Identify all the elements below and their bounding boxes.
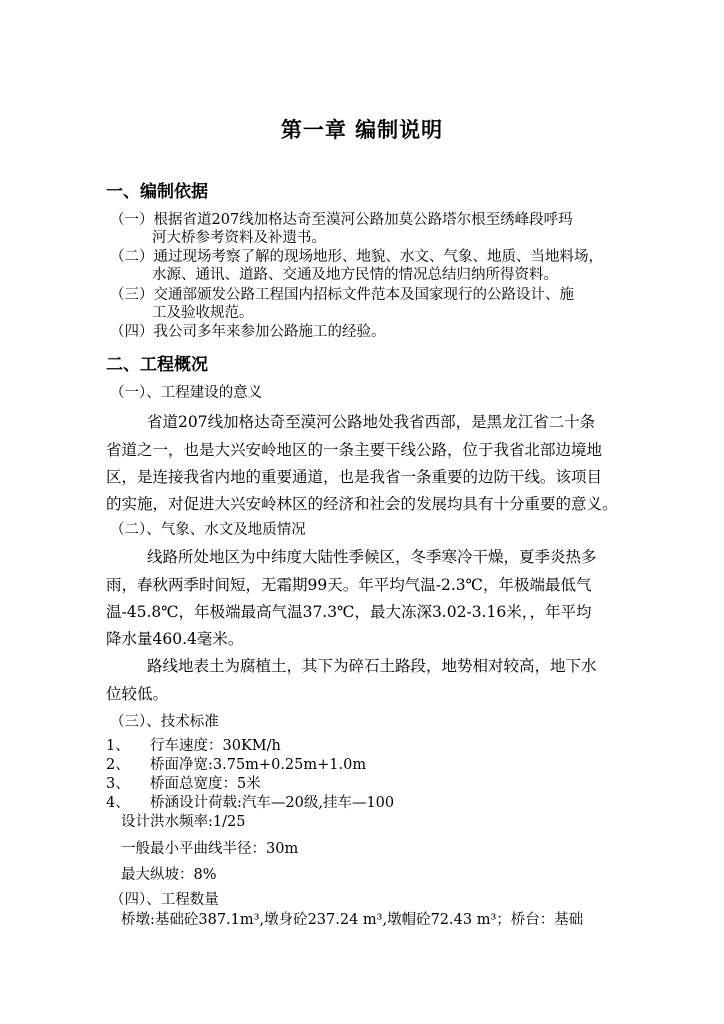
section-heading-basis: 一、编制依据 bbox=[106, 182, 208, 202]
chapter-title: 第一章 编制说明 bbox=[280, 118, 444, 142]
sub-heading-climate: （二）、气象、水文及地质情况 bbox=[110, 522, 306, 538]
standard-item-4-number: 4、 bbox=[106, 795, 130, 811]
standard-item-4 bbox=[106, 794, 394, 812]
standard-item-3 bbox=[106, 775, 261, 793]
standard-item-1-text: 行车速度：30KM/h bbox=[150, 738, 281, 754]
min-curve-radius: 一般最小平曲线半径：30m bbox=[121, 841, 299, 857]
significance-line-4: 的实施，对促进大兴安岭林区的经济和社会的发展均具有十分重要的意义。 bbox=[106, 495, 618, 513]
basis-item-2-line-1: （二）通过现场考察了解的现场地形、地貌、水文、气象、地质、当地料场， bbox=[110, 249, 603, 265]
significance-line-3: 区，是连接我省内地的重要通道，也是我省一条重要的边防干线。该项目 bbox=[106, 468, 603, 486]
max-grade: 最大纵坡：8% bbox=[121, 867, 217, 883]
basis-item-3-line-1: （三）交通部颁发公路工程国内招标文件范本及国家现行的公路设计、施 bbox=[110, 287, 574, 303]
standard-item-4-text: 桥涵设计荷载:汽车—20级,挂车—100 bbox=[150, 795, 395, 811]
quantities-line-1: 桥墩:基础砼387.1m³,墩身砼237.24 m³,墩帽砼72.43 m³；桥台：基础 bbox=[121, 912, 584, 928]
basis-item-1-line-1: （一）根据省道207线加格达奇至漠河公路加莫公路塔尔根至绣峰段呼玛 bbox=[110, 212, 573, 228]
basis-item-2-line-2: 水源、通讯、道路、交通及地方民情的情况总结归纳所得资料。 bbox=[152, 267, 558, 283]
standard-item-3-text: 桥面总宽度：5米 bbox=[150, 776, 261, 792]
significance-line-1: 省道207线加格达奇至漠河公路地处我省西部，是黑龙江省二十条 bbox=[147, 413, 596, 431]
sub-heading-standards: （三）、技术标准 bbox=[110, 714, 219, 730]
basis-item-3-line-2: 工及验收规范。 bbox=[152, 305, 254, 321]
soil-line-1: 路线地表土为腐植土，其下为碎石土路段，地势相对较高，地下水 bbox=[147, 657, 597, 675]
section-heading-overview: 二、工程概况 bbox=[106, 355, 208, 375]
climate-line-3: 温-45.8℃，年极端最高气温37.3℃，最大冻深3.02-3.16米，，年平均 bbox=[106, 603, 592, 621]
sub-heading-quantities: （四）、工程数量 bbox=[110, 892, 219, 908]
standard-item-2-text: 桥面净宽:3.75m+0.25m+1.0m bbox=[150, 757, 367, 773]
standard-item-1 bbox=[106, 737, 281, 755]
standard-item-2 bbox=[106, 756, 366, 774]
basis-item-4-line-1: （四）我公司多年来参加公路施工的经验。 bbox=[110, 324, 386, 340]
basis-item-1-line-2: 河大桥参考资料及补遗书。 bbox=[152, 230, 326, 246]
climate-line-1: 线路所处地区为中纬度大陆性季候区，冬季寒冷干燥，夏季炎热多 bbox=[147, 548, 597, 566]
sub-heading-significance: （一）、工程建设的意义 bbox=[110, 385, 263, 401]
soil-line-2: 位较低。 bbox=[106, 685, 169, 703]
significance-line-2: 省道之一，也是大兴安岭地区的一条主要干线公路，位于我省北部边境地 bbox=[106, 441, 603, 459]
flood-frequency: 设计洪水频率:1/25 bbox=[121, 814, 246, 830]
standard-item-1-number: 1、 bbox=[106, 738, 130, 754]
climate-line-2: 雨，春秋两季时间短，无霜期99天。年平均气温-2.3℃，年极端最低气 bbox=[106, 576, 592, 594]
standard-item-3-number: 3、 bbox=[106, 776, 130, 792]
standard-item-2-number: 2、 bbox=[106, 757, 130, 773]
climate-line-4: 降水量460.4毫米。 bbox=[106, 630, 244, 648]
